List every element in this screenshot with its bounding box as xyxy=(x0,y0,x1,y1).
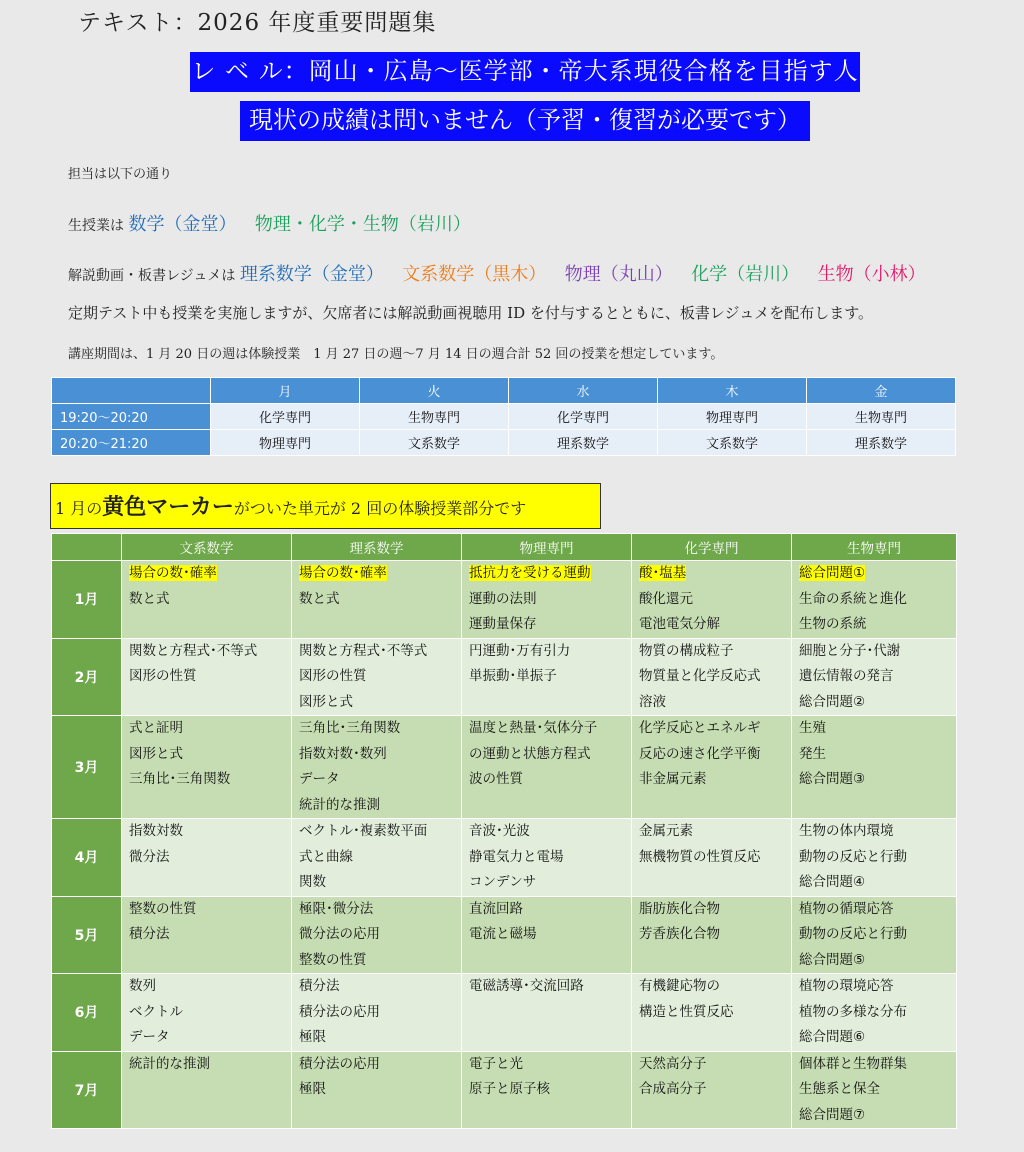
unit-text: 脂肪族化合物 xyxy=(639,900,720,917)
unit-text: 三角比･三角関数 xyxy=(299,720,401,736)
subject-header: 文系数学 xyxy=(122,534,292,561)
unit-item xyxy=(122,1077,291,1103)
schedule-cell: 物理専門 xyxy=(658,404,807,430)
unit-text: 運動量保存 xyxy=(469,616,537,632)
schedule-cell: 化学専門 xyxy=(211,404,360,430)
day-header: 月 xyxy=(211,378,360,404)
unit-item xyxy=(462,639,631,665)
unit-text: の運動と状態方程式 xyxy=(469,745,591,762)
note-period: 講座期間は、1 月 20 日の週は体験授業 1 月 27 日の週〜7 月 14 日の週合計 52 回の授業を想定しています。 xyxy=(68,347,724,362)
schedule-cell: 化学専門 xyxy=(509,404,658,430)
unit-cell xyxy=(792,638,957,716)
marker-post: がついた単元が 2 回の体験授業部分です xyxy=(233,499,527,518)
unit-cell xyxy=(292,561,462,639)
unit-text: 反応の速さ化学平衡 xyxy=(639,745,761,762)
unit-text: ベクトル･複素数平面 xyxy=(299,823,428,839)
unit-text: 総合問題④ xyxy=(799,874,866,890)
unit-item xyxy=(122,922,291,948)
unit-text: 数と式 xyxy=(129,590,170,607)
unit-text: 統計的な推測 xyxy=(299,796,380,813)
unit-text: 動物の反応と行動 xyxy=(799,926,907,942)
unit-cell xyxy=(122,716,292,819)
unit-text: 極限 xyxy=(299,1029,326,1045)
unit-item xyxy=(792,639,956,665)
unit-cell xyxy=(632,1051,792,1129)
unit-item xyxy=(292,1000,461,1026)
unit-item xyxy=(792,1025,956,1051)
unit-text: データ xyxy=(299,771,340,787)
unit-item xyxy=(792,587,956,613)
unit-item xyxy=(292,767,461,793)
unit-item xyxy=(632,561,791,587)
month-label: 5月 xyxy=(52,896,122,974)
unit-cell xyxy=(292,1051,462,1129)
unit-text: 電流と磁場 xyxy=(469,926,537,942)
unit-text: 非金属元素 xyxy=(639,771,707,787)
page-title: テキスト：2026 年度重要問題集 xyxy=(78,10,437,36)
video-teacher-4: 化学（岩川） xyxy=(691,264,800,285)
unit-cell xyxy=(792,819,957,897)
unit-item xyxy=(462,767,631,793)
unit-item xyxy=(122,1103,291,1129)
unit-text: 細胞と分子･代謝 xyxy=(799,642,901,659)
unit-item xyxy=(122,639,291,665)
unit-text: 電池電気分解 xyxy=(639,616,720,632)
unit-row xyxy=(52,896,957,974)
unit-item xyxy=(632,974,791,1000)
unit-text: 無機物質の性質反応 xyxy=(639,848,761,865)
unit-item xyxy=(632,1103,791,1129)
unit-item xyxy=(122,742,291,768)
unit-text: 酸化還元 xyxy=(639,590,693,607)
unit-cell xyxy=(792,1051,957,1129)
unit-text: 指数対数･数列 xyxy=(299,745,387,762)
unit-item xyxy=(292,870,461,896)
unit-cell xyxy=(462,974,632,1052)
unit-cell xyxy=(122,819,292,897)
unit-text: 単振動･単振子 xyxy=(469,668,557,684)
unit-text: 積分法の応用 xyxy=(299,1055,380,1072)
unit-cell xyxy=(632,974,792,1052)
unit-text: 遺伝情報の発言 xyxy=(799,668,894,684)
unit-item xyxy=(292,1103,461,1129)
unit-text: 図形の性質 xyxy=(299,668,367,684)
unit-text: 金属元素 xyxy=(639,823,693,839)
unit-text: 温度と熱量･気体分子 xyxy=(469,720,598,736)
unit-item xyxy=(632,612,791,638)
unit-row xyxy=(52,638,957,716)
day-header: 金 xyxy=(807,378,956,404)
unit-item xyxy=(632,845,791,871)
unit-item xyxy=(462,561,631,587)
unit-corner xyxy=(52,534,122,561)
marker-note xyxy=(50,483,601,529)
unit-text: 微分法の応用 xyxy=(299,926,380,942)
unit-text: 構造と性質反応 xyxy=(639,1003,734,1020)
unit-item xyxy=(122,897,291,923)
unit-item xyxy=(292,974,461,1000)
schedule-cell: 生物専門 xyxy=(360,404,509,430)
unit-item xyxy=(292,948,461,974)
unit-item xyxy=(462,948,631,974)
unit-text: 発生 xyxy=(799,745,826,762)
unit-cell xyxy=(462,819,632,897)
unit-item xyxy=(292,1025,461,1051)
unit-text: 統計的な推測 xyxy=(129,1055,210,1072)
unit-text: 極限･微分法 xyxy=(299,900,374,917)
subject-header: 理系数学 xyxy=(292,534,462,561)
unit-cell xyxy=(122,638,292,716)
unit-item xyxy=(632,664,791,690)
unit-row xyxy=(52,974,957,1052)
month-label: 4月 xyxy=(52,819,122,897)
unit-item xyxy=(632,819,791,845)
marker-bold: 黄色マーカー xyxy=(102,494,234,520)
day-header: 水 xyxy=(509,378,658,404)
unit-item xyxy=(292,561,461,587)
unit-item xyxy=(632,1000,791,1026)
unit-item xyxy=(292,845,461,871)
month-label: 1月 xyxy=(52,561,122,639)
unit-cell xyxy=(122,1051,292,1129)
video-teacher-1: 理系数学（金堂） xyxy=(239,264,384,285)
unit-cell xyxy=(462,896,632,974)
unit-cell xyxy=(632,716,792,819)
unit-item xyxy=(632,922,791,948)
schedule-cell: 文系数学 xyxy=(658,430,807,456)
unit-item xyxy=(122,1052,291,1078)
unit-item xyxy=(792,1103,956,1129)
unit-cell xyxy=(292,974,462,1052)
unit-item xyxy=(462,1000,631,1026)
schedule-cell: 生物専門 xyxy=(807,404,956,430)
unit-text: 芳香族化合物 xyxy=(639,926,720,942)
unit-item xyxy=(462,793,631,819)
unit-item xyxy=(292,612,461,638)
unit-text: 場合の数･確率 xyxy=(299,565,387,581)
unit-item xyxy=(792,870,956,896)
unit-item xyxy=(292,742,461,768)
unit-text: 数と式 xyxy=(299,590,340,607)
unit-item xyxy=(462,742,631,768)
unit-text: 三角比･三角関数 xyxy=(129,771,231,787)
unit-item xyxy=(792,716,956,742)
unit-text: 溶液 xyxy=(639,693,666,710)
unit-text: 極限 xyxy=(299,1081,326,1097)
video-teacher-2: 文系数学（黒木） xyxy=(402,264,547,285)
unit-cell xyxy=(292,638,462,716)
subject-header: 物理専門 xyxy=(462,534,632,561)
unit-item xyxy=(122,974,291,1000)
unit-item xyxy=(122,716,291,742)
unit-row xyxy=(52,1051,957,1129)
unit-text: ベクトル xyxy=(129,1003,183,1020)
unit-item xyxy=(122,664,291,690)
live-class-line xyxy=(68,210,471,236)
unit-item xyxy=(792,922,956,948)
unit-text: 生物の体内環境 xyxy=(799,823,894,839)
unit-item xyxy=(792,897,956,923)
unit-item xyxy=(632,1025,791,1051)
marker-pre: 1 月の xyxy=(55,499,103,518)
note-absence: 定期テスト中も授業を実施しますが、欠席者には解説動画視聴用 ID を付与するとともに、板書レジュメを配布します。 xyxy=(68,304,874,322)
unit-text: 総合問題③ xyxy=(799,771,866,787)
unit-item xyxy=(122,1000,291,1026)
month-label: 7月 xyxy=(52,1051,122,1129)
unit-text: 図形と式 xyxy=(299,693,353,710)
unit-text: 物質の構成粒子 xyxy=(639,642,734,659)
unit-item xyxy=(122,767,291,793)
unit-item xyxy=(632,1077,791,1103)
unit-item xyxy=(632,690,791,716)
unit-item xyxy=(292,587,461,613)
level-banner: レ ベ ル：岡山・広島〜医学部・帝大系現役合格を目指す人 xyxy=(190,52,860,92)
unit-text: 有機鍵応物の xyxy=(639,978,720,994)
unit-item xyxy=(462,845,631,871)
unit-cell xyxy=(632,561,792,639)
unit-text: 関数 xyxy=(299,874,326,890)
unit-cell xyxy=(792,561,957,639)
unit-item xyxy=(462,1077,631,1103)
unit-item xyxy=(632,793,791,819)
unit-text: 微分法 xyxy=(129,848,170,865)
unit-item xyxy=(122,948,291,974)
unit-item xyxy=(122,1025,291,1051)
unit-text: 生物の系統 xyxy=(799,616,867,632)
live-math: 数学（金堂） xyxy=(128,214,237,235)
unit-text: 植物の多様な分布 xyxy=(799,1003,907,1020)
unit-item xyxy=(792,742,956,768)
unit-item xyxy=(792,664,956,690)
unit-item xyxy=(792,948,956,974)
live-science: 物理・化学・生物（岩川） xyxy=(254,214,471,235)
unit-item xyxy=(462,1052,631,1078)
unit-item xyxy=(792,819,956,845)
month-label: 2月 xyxy=(52,638,122,716)
unit-text: 総合問題⑥ xyxy=(799,1029,866,1045)
unit-cell xyxy=(632,638,792,716)
unit-text: 個体群と生物群集 xyxy=(799,1055,907,1072)
unit-item xyxy=(462,897,631,923)
unit-item xyxy=(292,664,461,690)
video-teacher-3: 物理（丸山） xyxy=(564,264,673,285)
unit-text: 合成高分子 xyxy=(639,1081,707,1097)
unit-item xyxy=(632,948,791,974)
unit-cell xyxy=(122,974,292,1052)
weekly-schedule-table xyxy=(51,377,956,456)
unit-item xyxy=(292,1077,461,1103)
unit-item xyxy=(792,1077,956,1103)
unit-text: 植物の環境応答 xyxy=(799,978,894,994)
unit-text: 整数の性質 xyxy=(299,951,367,968)
schedule-cell: 物理専門 xyxy=(211,430,360,456)
unit-item xyxy=(122,690,291,716)
unit-item xyxy=(122,587,291,613)
schedule-cell: 文系数学 xyxy=(360,430,509,456)
unit-item xyxy=(632,870,791,896)
unit-item xyxy=(292,819,461,845)
intro-text: 担当は以下の通り xyxy=(68,167,173,182)
live-label: 生授業は xyxy=(68,218,124,234)
unit-item xyxy=(792,612,956,638)
unit-item xyxy=(462,716,631,742)
unit-text: コンデンサ xyxy=(469,874,537,890)
unit-item xyxy=(632,1052,791,1078)
unit-item xyxy=(632,767,791,793)
unit-text: 積分法の応用 xyxy=(299,1003,380,1020)
unit-text: 指数対数 xyxy=(129,823,183,839)
unit-row xyxy=(52,819,957,897)
unit-item xyxy=(462,974,631,1000)
unit-item xyxy=(792,1052,956,1078)
unit-cell xyxy=(632,896,792,974)
unit-item xyxy=(462,690,631,716)
unit-text: 関数と方程式･不等式 xyxy=(299,642,428,659)
unit-item xyxy=(792,767,956,793)
unit-text: 積分法 xyxy=(299,978,340,994)
unit-text: 物質量と化学反応式 xyxy=(639,668,761,684)
unit-cell xyxy=(292,896,462,974)
unit-item xyxy=(462,870,631,896)
unit-item xyxy=(292,690,461,716)
unit-text: 関数と方程式･不等式 xyxy=(129,642,258,659)
unit-cell xyxy=(122,561,292,639)
unit-text: 総合問題② xyxy=(799,693,866,710)
unit-cell xyxy=(462,561,632,639)
unit-text: 円運動･万有引力 xyxy=(469,642,571,659)
video-teacher-5: 生物（小林） xyxy=(817,264,926,285)
unit-item xyxy=(292,639,461,665)
unit-text: 抵抗力を受ける運動 xyxy=(469,565,591,581)
unit-text: 図形と式 xyxy=(129,745,183,762)
unit-cell xyxy=(462,1051,632,1129)
unit-cell xyxy=(292,819,462,897)
unit-item xyxy=(462,612,631,638)
unit-cell xyxy=(122,896,292,974)
unit-text: 静電気力と電場 xyxy=(469,848,564,865)
time-slot: 19:20〜20:20 xyxy=(52,404,211,430)
unit-item xyxy=(632,742,791,768)
unit-item xyxy=(792,845,956,871)
unit-item xyxy=(632,716,791,742)
unit-item xyxy=(122,793,291,819)
video-label: 解説動画・板書レジュメは xyxy=(68,268,236,284)
unit-cell xyxy=(632,819,792,897)
unit-text: 総合問題① xyxy=(799,565,866,581)
unit-item xyxy=(462,819,631,845)
unit-item xyxy=(462,1025,631,1051)
unit-item xyxy=(632,587,791,613)
unit-item xyxy=(792,1000,956,1026)
unit-item xyxy=(122,819,291,845)
unit-item xyxy=(792,793,956,819)
unit-item xyxy=(462,587,631,613)
unit-text: 直流回路 xyxy=(469,900,523,917)
schedule-corner xyxy=(52,378,211,404)
unit-text: 整数の性質 xyxy=(129,900,197,917)
unit-cell xyxy=(792,974,957,1052)
unit-text: データ xyxy=(129,1029,170,1045)
unit-text: 植物の循環応答 xyxy=(799,900,894,917)
unit-item xyxy=(292,716,461,742)
unit-cell xyxy=(462,638,632,716)
unit-text: 総合問題⑦ xyxy=(799,1106,866,1123)
month-label: 6月 xyxy=(52,974,122,1052)
unit-item xyxy=(462,664,631,690)
unit-item xyxy=(632,897,791,923)
month-label: 3月 xyxy=(52,716,122,819)
unit-item xyxy=(122,870,291,896)
day-header: 火 xyxy=(360,378,509,404)
unit-item xyxy=(792,974,956,1000)
unit-text: 電子と光 xyxy=(469,1055,523,1072)
unit-item xyxy=(292,1052,461,1078)
unit-text: 音波･光波 xyxy=(469,823,530,839)
unit-text: 動物の反応と行動 xyxy=(799,848,907,865)
unit-text: 積分法 xyxy=(129,926,170,942)
unit-item xyxy=(292,922,461,948)
unit-text: 化学反応とエネルギ xyxy=(639,720,761,736)
unit-table xyxy=(51,533,957,1129)
unit-text: 式と証明 xyxy=(129,720,183,736)
unit-text: 図形の性質 xyxy=(129,668,197,684)
unit-text: 天然高分子 xyxy=(639,1055,707,1072)
unit-item xyxy=(122,561,291,587)
video-line xyxy=(68,260,926,286)
time-slot: 20:20〜21:20 xyxy=(52,430,211,456)
unit-text: 原子と原子核 xyxy=(469,1081,550,1097)
unit-item xyxy=(792,561,956,587)
unit-cell xyxy=(792,716,957,819)
unit-item xyxy=(462,922,631,948)
unit-text: 運動の法則 xyxy=(469,590,537,607)
unit-cell xyxy=(462,716,632,819)
unit-text: 酸･塩基 xyxy=(639,565,687,581)
unit-text: 生殖 xyxy=(799,720,826,736)
unit-text: 波の性質 xyxy=(469,771,523,787)
unit-item xyxy=(292,897,461,923)
unit-item xyxy=(462,1103,631,1129)
unit-text: 生命の系統と進化 xyxy=(799,590,907,607)
subject-header: 生物専門 xyxy=(792,534,957,561)
unit-row xyxy=(52,561,957,639)
unit-text: 生態系と保全 xyxy=(799,1081,880,1097)
schedule-row xyxy=(52,430,956,456)
subject-header: 化学専門 xyxy=(632,534,792,561)
unit-cell xyxy=(292,716,462,819)
unit-item xyxy=(122,845,291,871)
unit-item xyxy=(122,612,291,638)
unit-item xyxy=(792,690,956,716)
grade-banner: 現状の成績は問いません（予習・復習が必要です） xyxy=(240,101,810,141)
schedule-cell: 理系数学 xyxy=(807,430,956,456)
day-header: 木 xyxy=(658,378,807,404)
schedule-row xyxy=(52,404,956,430)
schedule-cell: 理系数学 xyxy=(509,430,658,456)
unit-cell xyxy=(792,896,957,974)
unit-text: 式と曲線 xyxy=(299,848,353,865)
unit-text: 場合の数･確率 xyxy=(129,565,217,581)
unit-item xyxy=(292,793,461,819)
unit-text: 総合問題⑤ xyxy=(799,951,866,968)
unit-text: 数列 xyxy=(129,978,156,994)
unit-item xyxy=(632,639,791,665)
unit-text: 電磁誘導･交流回路 xyxy=(469,978,584,994)
unit-row xyxy=(52,716,957,819)
